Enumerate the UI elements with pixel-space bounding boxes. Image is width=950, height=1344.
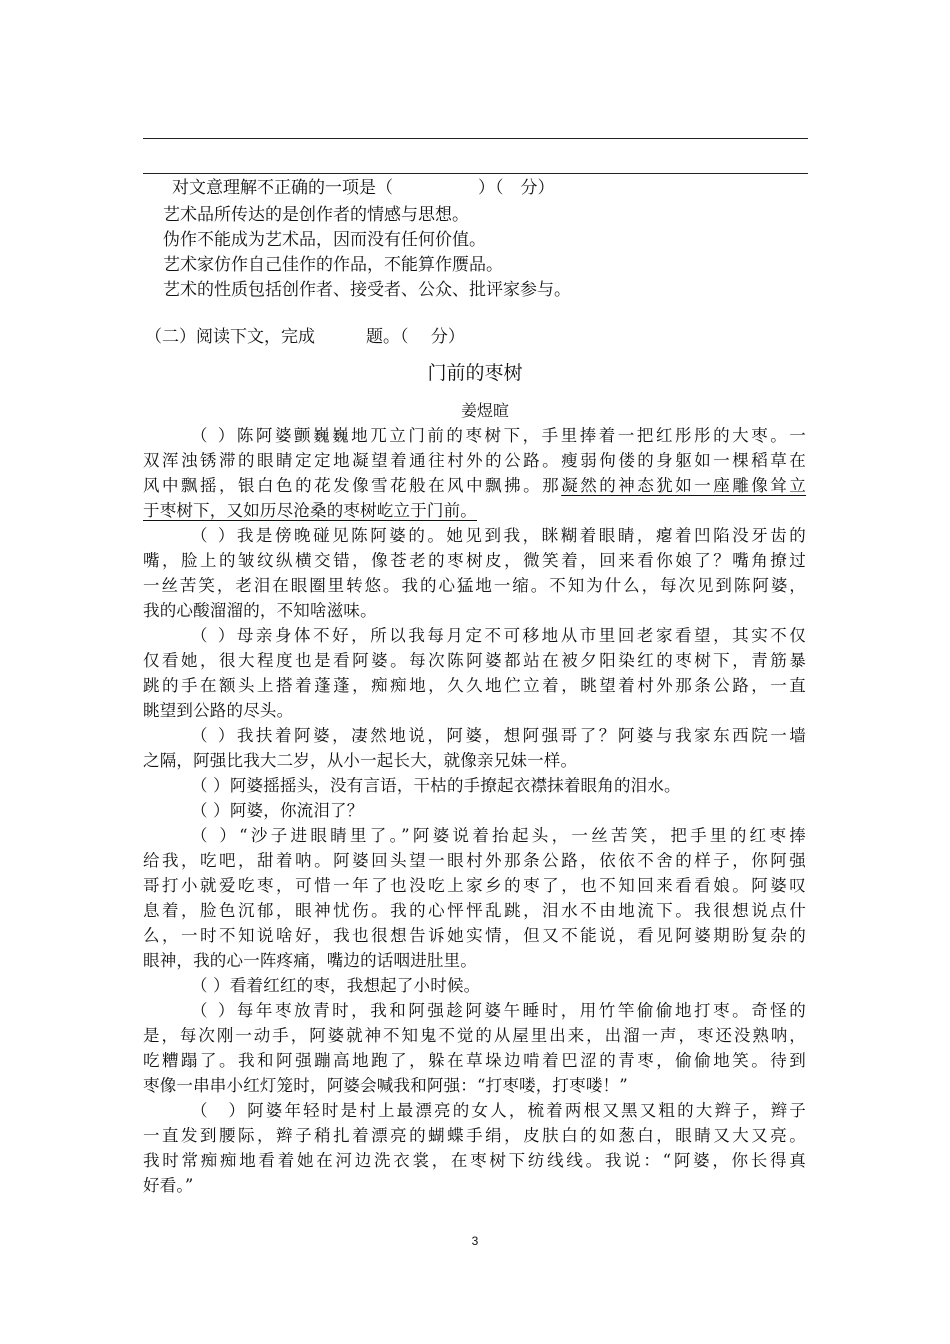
answer-line-1 xyxy=(143,138,808,139)
article-line: 吃糟蹋了。我和阿强蹦高地跑了，躲在草垛边啃着巴涩的青枣，偷偷地笑。待到 xyxy=(143,1051,806,1070)
article-line: 一直发到腰际，辫子稍扎着漂亮的蝴蝶手绢，皮肤白的如葱白，眼睛又大又亮。 xyxy=(143,1126,806,1145)
article-line: （ ）母亲身体不好，所以我每月定不可移地从市里回老家看望，其实不仅 xyxy=(191,626,806,645)
article-line: （ ）阿婆年轻时是村上最漂亮的女人，梳着两根又黑又粗的大辫子，辫子 xyxy=(191,1101,806,1120)
article-line: （ ）我扶着阿婆，凄然地说，阿婆，想阿强哥了？阿婆与我家东西院一墙 xyxy=(191,726,806,745)
article-line: 一丝苦笑，老泪在眼圈里转悠。我的心猛地一缩。不知为什么，每次见到陈阿婆， xyxy=(143,576,806,595)
article-line: （ ）陈阿婆颤巍巍地兀立门前的枣树下，手里捧着一把红彤彤的大枣。一 xyxy=(191,426,806,445)
article-line: 眺望到公路的尽头。 xyxy=(143,701,294,720)
article-line: 哥打小就爱吃枣，可惜一年了也没吃上家乡的枣了，也不知回来看看娘。阿婆叹 xyxy=(143,876,806,895)
article-line: 眼神，我的心一阵疼痛，嘴边的话咽进肚里。 xyxy=(143,951,477,970)
article-line: （ ）阿婆，你流泪了？ xyxy=(191,801,364,820)
article-body xyxy=(143,423,806,1198)
article-line: 是，每次刚一动手，阿婆就神不知鬼不觉的从屋里出来，出溜一声，枣还没熟呐， xyxy=(143,1026,806,1045)
article-author: 姜煜暄 xyxy=(460,401,509,420)
section-heading: （二）阅读下文，完成 题。（ 分） xyxy=(145,327,465,347)
article-line: 我时常痴痴地看着她在河边洗衣裳，在枣树下纺线线。我说：“阿婆，你长得真 xyxy=(143,1151,806,1170)
article-line: 于枣树下，又如历尽沧桑的枣树屹立于门前。 xyxy=(143,501,477,520)
answer-line-2 xyxy=(143,173,808,174)
article-line: 之隔，阿强比我大二岁，从小一起长大，就像亲兄妹一样。 xyxy=(143,751,578,770)
article-line: （ ）“沙子进眼睛里了。”阿婆说着抬起头，一丝苦笑，把手里的红枣捧 xyxy=(191,826,806,845)
article-line: 好看。” xyxy=(143,1176,194,1195)
article-line: （ ）阿婆摇摇头，没有言语，干枯的手撩起衣襟抹着眼角的泪水。 xyxy=(191,776,681,795)
article-line: 我的心酸溜溜的，不知啥滋味。 xyxy=(143,601,377,620)
article-line: （ ）看着红红的枣，我想起了小时候。 xyxy=(191,976,481,995)
article-line: 么，一时不知说啥好，我也很想告诉她实情，但又不能说，看见阿婆期盼复杂的 xyxy=(143,926,806,945)
article-line: （ ）我是傍晚碰见陈阿婆的。她见到我，眯糊着眼睛，瘪着凹陷没牙齿的 xyxy=(191,526,806,545)
article-line: 风中飘摇，银白色的花发像雪花般在风中飘拂。那凝然的神态犹如一座雕像耸立 xyxy=(143,476,806,495)
option-b: 伪作不能成为艺术品，因而没有任何价值。 xyxy=(163,230,486,250)
article-line: （ ）每年枣放青时，我和阿强趁阿婆午睡时，用竹竿偷偷地打枣。奇怪的 xyxy=(191,1001,806,1020)
article-line: 嘴，脸上的皱纹纵横交错，像苍老的枣树皮，微笑着，回来看你娘了？嘴角撩过 xyxy=(143,551,806,570)
page-number: 3 xyxy=(471,1234,479,1248)
article-line: 双浑浊锈滞的眼睛定定地凝望着通往村外的公路。瘦弱佝偻的身躯如一棵稻草在 xyxy=(143,451,806,470)
option-a: 艺术品所传达的是创作者的情感与思想。 xyxy=(163,205,469,225)
option-d: 艺术的性质包括创作者、接受者、公众、批评家参与。 xyxy=(163,280,571,300)
article-line: 息着，脸色沉郁，眼神忧伤。我的心怦怦乱跳，泪水不由地流下。我很想说点什 xyxy=(143,901,806,920)
article-line: 枣像一串串小红灯笼时，阿婆会喊我和阿强：“打枣喽，打枣喽！” xyxy=(143,1076,628,1095)
option-c: 艺术家仿作自己佳作的作品，不能算作赝品。 xyxy=(163,255,503,275)
article-line: 仅看她，很大程度也是看阿婆。每次陈阿婆都站在被夕阳染红的枣树下，青筋暴 xyxy=(143,651,806,670)
article-title: 门前的枣树 xyxy=(427,362,523,384)
article-line: 跳的手在额头上搭着蓬蓬，痴痴地，久久地伫立着，眺望着村外那条公路，一直 xyxy=(143,676,806,695)
article-line: 给我，吃吧，甜着呐。阿婆回头望一眼村外那条公路，依依不舍的样子，你阿强 xyxy=(143,851,806,870)
question-stem: 对文意理解不正确的一项是（ ）（ 分） xyxy=(172,178,555,198)
